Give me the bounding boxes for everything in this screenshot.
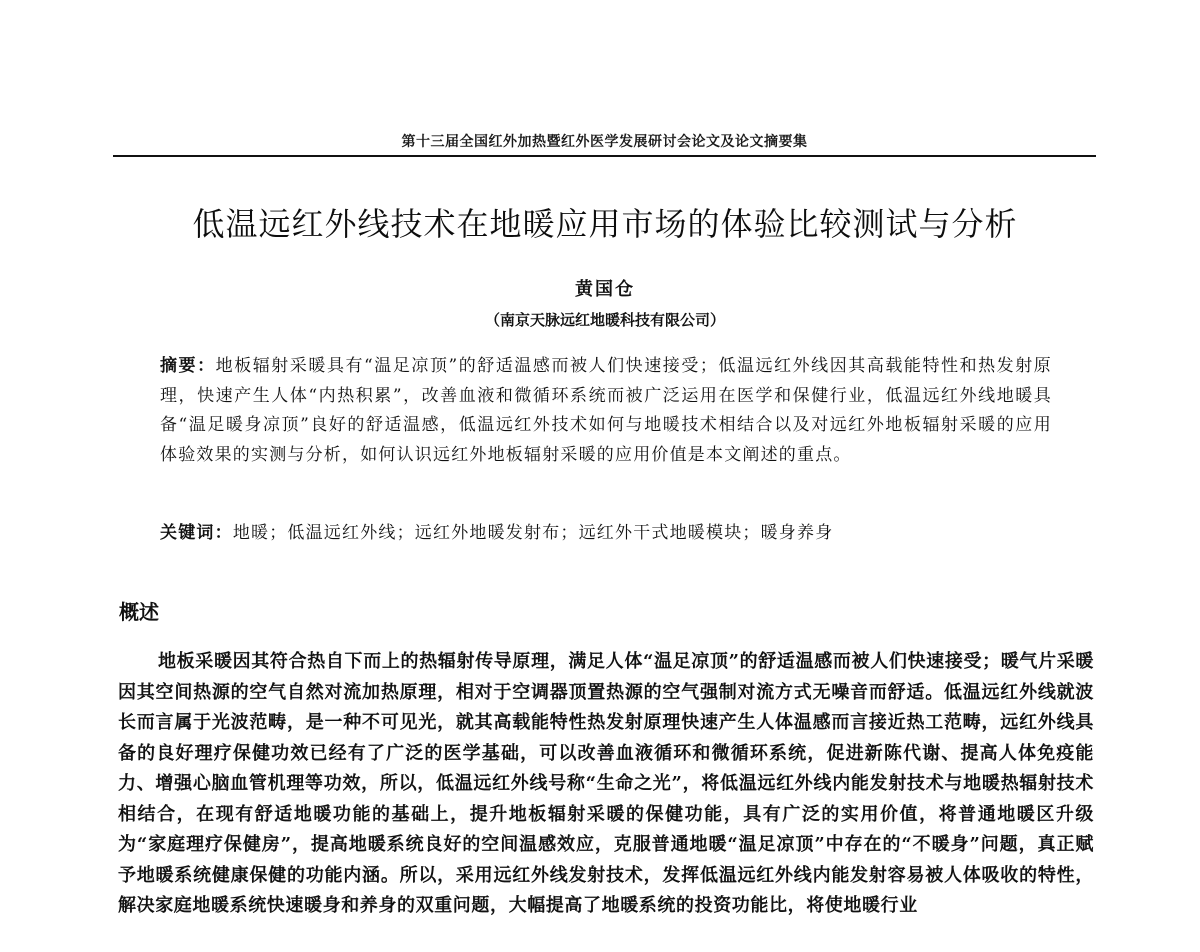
abstract-label: 摘要： [160, 356, 216, 376]
keywords-label: 关键词： [160, 523, 233, 543]
header-rule [113, 155, 1096, 157]
body-paragraph: 地板采暖因其符合热自下而上的热辐射传导原理，满足人体“温足凉顶”的舒适温感而被人们快速接受；暖气片采暖因其空间热源的空气自然对流加热原理，相对于空调器顶置热源的空气强制对流方式无噪音而舒适。低温远红外线就波长而言属于光波范畴，是一种不可见光，就其高载能特性热发射原理快速产生人体温感而言接近热工范畴，远红外线具备的良好理疗保健功效已经有了广泛的医学基础，可以改善血液循环和微循环系统，促进新陈代谢、提高人体免疫能力、增强心脑血管机理等功效，所以，低温远红外线号称“生命之光”，将低温远红外线内能发射技术与地暖热辐射技术相结合，在现有舒适地暖功能的基础上，提升地板辐射采暖的保健功能，具有广泛的实用价值，将普通地暖区升级为“家庭理疗保健房”，提高地暖系统良好的空间温感效应，克服普通地暖“温足凉顶”中存在的“不暖身”问题，真正赋予地暖系统健康保健的功能内涵。所以，采用远红外线发射技术，发挥低温远红外线内能发射容易被人体吸收的特性，解决家庭地暖系统快速暖身和养身的双重问题，大幅提高了地暖系统的投资功能比，将使地暖行业 [118, 651, 1094, 916]
running-header: 第十三届全国红外加热暨红外医学发展研讨会论文及论文摘要集 [401, 134, 808, 150]
paper-title: 低温远红外线技术在地暖应用市场的体验比较测试与分析 [192, 205, 1018, 243]
abstract-text: 地板辐射采暖具有“温足凉顶”的舒适温感而被人们快速接受；低温远红外线因其高载能特性和热发射原理，快速产生人体“内热积累”，改善血液和微循环系统而被广泛运用在医学和保健行业，低温远红外线地暖具备“温足暖身凉顶”良好的舒适温感，低温远红外技术如何与地暖技术相结合以及对远红外地板辐射采暖的应用体验效果的实测与分析，如何认识远红外地板辐射采暖的应用价值是本文阐述的重点。 [160, 356, 1052, 465]
section-heading: 概述 [119, 600, 159, 624]
keywords [160, 519, 1052, 549]
author-name: 黄国仓 [575, 279, 635, 300]
author-affiliation: （南京天脉远红地暖科技有限公司） [484, 311, 725, 329]
keywords-text: 地暖；低温远红外线；远红外地暖发射布；远红外干式地暖模块；暖身养身 [232, 523, 834, 543]
abstract [160, 352, 1052, 470]
